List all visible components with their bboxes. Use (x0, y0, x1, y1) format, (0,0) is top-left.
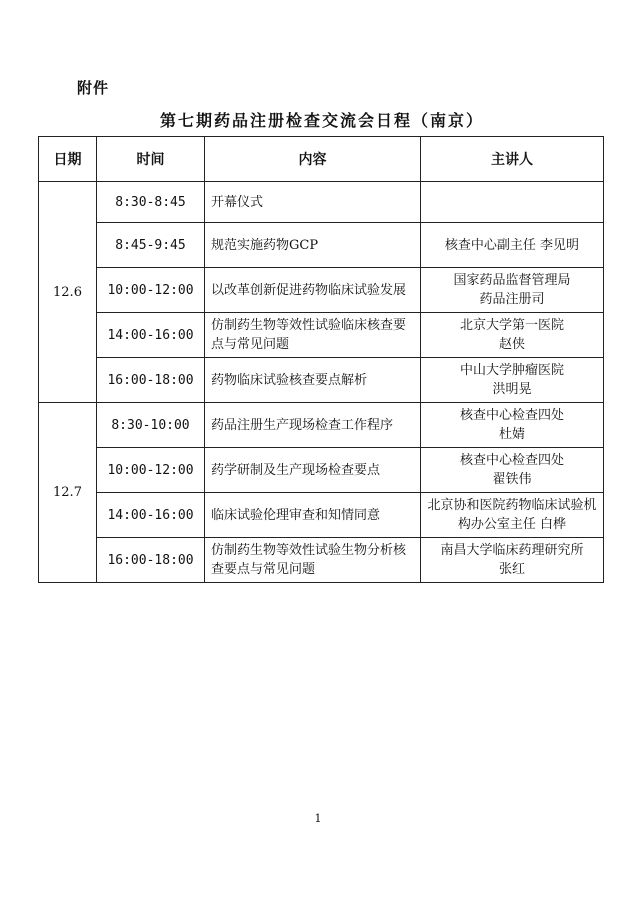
time-cell: 10:00-12:00 (97, 268, 205, 313)
table-row (39, 313, 604, 358)
header-speaker: 主讲人 (421, 137, 604, 182)
content-cell: 药品注册生产现场检查工作程序 (205, 403, 421, 448)
speaker-cell (421, 493, 604, 538)
time-cell: 8:30-8:45 (97, 182, 205, 223)
content-cell: 开幕仪式 (205, 182, 421, 223)
speaker-cell (421, 358, 604, 403)
time-cell: 14:00-16:00 (97, 313, 205, 358)
content-cell: 仿制药生物等效性试验生物分析核查要点与常见问题 (205, 538, 421, 583)
time-cell: 8:30-10:00 (97, 403, 205, 448)
date-cell: 12.6 (39, 182, 97, 403)
table-row (39, 268, 604, 313)
table-row (39, 223, 604, 268)
page-title: 第七期药品注册检查交流会日程（南京） (160, 111, 485, 130)
content-cell: 药学研制及生产现场检查要点 (205, 448, 421, 493)
attachment-label: 附件 (77, 79, 110, 97)
content-cell: 临床试验伦理审查和知情同意 (205, 493, 421, 538)
speaker-cell (421, 268, 604, 313)
speaker-line: 杜婧 (498, 427, 525, 442)
schedule-table (38, 136, 604, 583)
table-row (39, 358, 604, 403)
speaker-line: 北京大学第一医院 (459, 318, 564, 333)
speaker-line: 核查中心副主任 李见明 (444, 237, 580, 253)
speaker-line: 国家药品监督管理局 (453, 273, 571, 288)
table-row (39, 493, 604, 538)
content-cell: 以改革创新促进药物临床试验发展 (205, 268, 421, 313)
time-cell: 10:00-12:00 (97, 448, 205, 493)
speaker-line: 翟铁伟 (492, 472, 532, 487)
speaker-cell (421, 182, 604, 223)
date-cell: 12.7 (39, 403, 97, 583)
time-cell: 16:00-18:00 (97, 358, 205, 403)
table-row (39, 403, 604, 448)
header-content: 内容 (205, 137, 421, 182)
content-cell: 药物临床试验核查要点解析 (205, 358, 421, 403)
table-header-row (39, 137, 604, 182)
speaker-cell (421, 538, 604, 583)
speaker-cell (421, 313, 604, 358)
speaker-line: 核查中心检查四处 (459, 408, 564, 423)
content-cell: 仿制药生物等效性试验临床核查要点与常见问题 (205, 313, 421, 358)
time-cell: 16:00-18:00 (97, 538, 205, 583)
time-cell: 8:45-9:45 (97, 223, 205, 268)
speaker-line: 洪明晃 (492, 382, 532, 397)
content-cell: 规范实施药物GCP (205, 223, 421, 268)
table-row (39, 182, 604, 223)
header-date: 日期 (39, 137, 97, 182)
speaker-line: 中山大学肿瘤医院 (459, 363, 564, 378)
speaker-cell (421, 403, 604, 448)
speaker-line: 张红 (498, 562, 525, 577)
table-row (39, 448, 604, 493)
speaker-line: 南昌大学临床药理研究所 (440, 543, 584, 558)
table-row (39, 538, 604, 583)
speaker-line: 药品注册司 (479, 292, 545, 307)
speaker-cell (421, 223, 604, 268)
speaker-line: 赵侠 (498, 337, 525, 352)
header-time: 时间 (97, 137, 205, 182)
time-cell: 14:00-16:00 (97, 493, 205, 538)
speaker-line: 核查中心检查四处 (459, 453, 564, 468)
speaker-cell (421, 448, 604, 493)
page-number: 1 (314, 812, 322, 825)
speaker-line: 北京协和医院药物临床试验机构办公室主任 白桦 (427, 498, 597, 532)
